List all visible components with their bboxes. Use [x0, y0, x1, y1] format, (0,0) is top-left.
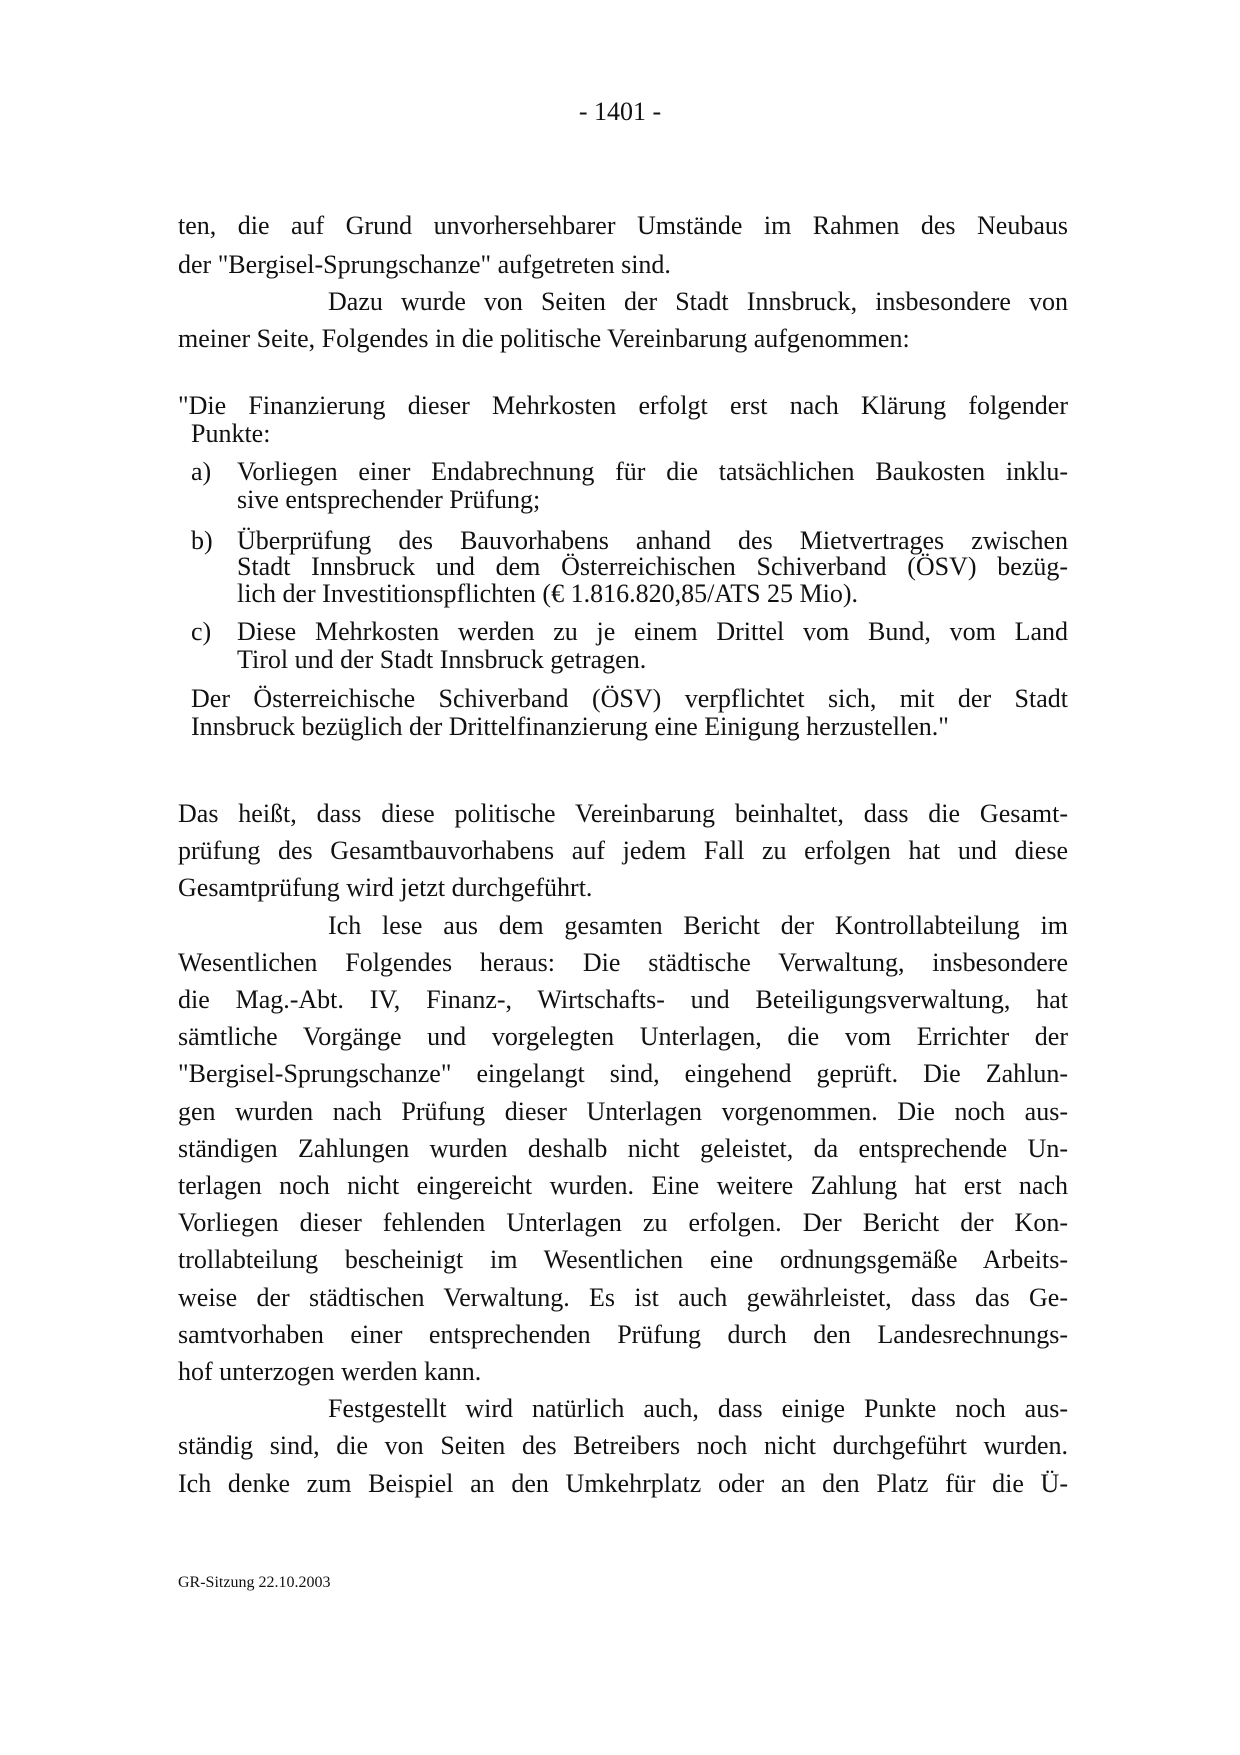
page-number: - 1401 - — [578, 97, 662, 126]
list-marker: b) — [191, 526, 213, 555]
text-line: ständigen Zahlungen wurden deshalb nicht geleistet, da entsprechende Un- — [178, 1134, 1068, 1163]
text-line: Dazu wurde von Seiten der Stadt Innsbruck, insbesondere von — [328, 287, 1068, 316]
text-line: gen wurden nach Prüfung dieser Unterlagen vorgenommen. Die noch aus- — [178, 1097, 1068, 1126]
quote-line: Überprüfung des Bauvorhabens anhand des Mietvertrages zwischen — [237, 526, 1068, 555]
text-line: Ich denke zum Beispiel an den Umkehrplatz oder an den Platz für die Ü- — [178, 1469, 1068, 1498]
text-line: ten, die auf Grund unvorhersehbarer Umstände im Rahmen des Neubaus — [178, 211, 1068, 240]
text-line: weise der städtischen Verwaltung. Es ist auch gewährleistet, dass das Ge- — [178, 1283, 1068, 1312]
text-line: "Bergisel-Sprungschanze" eingelangt sind, eingehend geprüft. Die Zahlun- — [178, 1059, 1068, 1088]
quote-line: Tirol und der Stadt Innsbruck getragen. — [237, 645, 647, 674]
text-line: der "Bergisel-Sprungschanze" aufgetreten sind. — [178, 250, 671, 279]
text-line: die Mag.-Abt. IV, Finanz-, Wirtschafts- und Beteiligungsverwaltung, hat — [178, 985, 1068, 1014]
text-line: Wesentlichen Folgendes heraus: Die städtische Verwaltung, insbesondere — [178, 948, 1068, 977]
quote-line: sive entsprechender Prüfung; — [237, 485, 541, 514]
text-line: trollabteilung bescheinigt im Wesentlichen eine ordnungsgemäße Arbeits- — [178, 1245, 1068, 1274]
list-marker: a) — [191, 457, 212, 486]
quote-line: Innsbruck bezüglich der Drittelfinanzierung eine Einigung herzustellen." — [191, 712, 949, 741]
text-line: Gesamtprüfung wird jetzt durchgeführt. — [178, 873, 593, 902]
quote-line: Vorliegen einer Endabrechnung für die tatsächlichen Baukosten inklu- — [237, 457, 1068, 486]
text-line: meiner Seite, Folgendes in die politische Vereinbarung aufgenommen: — [178, 324, 910, 353]
quote-line: Stadt Innsbruck und dem Österreichischen Schiverband (ÖSV) bezüg- — [237, 552, 1068, 581]
text-line: Vorliegen dieser fehlenden Unterlagen zu erfolgen. Der Bericht der Kon- — [178, 1208, 1068, 1237]
text-line: Festgestellt wird natürlich auch, dass einige Punkte noch aus- — [328, 1394, 1068, 1423]
footer-session-date: GR-Sitzung 22.10.2003 — [178, 1574, 331, 1591]
text-line: hof unterzogen werden kann. — [178, 1357, 482, 1386]
text-line: terlagen noch nicht eingereicht wurden. Eine weitere Zahlung hat erst nach — [178, 1171, 1068, 1200]
quote-line: Diese Mehrkosten werden zu je einem Drittel vom Bund, vom Land — [237, 617, 1068, 646]
quote-line: lich der Investitionspflichten (€ 1.816.820,85/ATS 25 Mio). — [237, 579, 859, 608]
quote-line: "Die Finanzierung dieser Mehrkosten erfolgt erst nach Klärung folgender — [178, 391, 1068, 420]
text-line: samtvorhaben einer entsprechenden Prüfung durch den Landesrechnungs- — [178, 1320, 1068, 1349]
text-line: Das heißt, dass diese politische Vereinbarung beinhaltet, dass die Gesamt- — [178, 799, 1068, 828]
quote-line: Der Österreichische Schiverband (ÖSV) verpflichtet sich, mit der Stadt — [191, 684, 1068, 713]
list-marker: c) — [191, 617, 212, 646]
quote-line: Punkte: — [191, 419, 271, 448]
text-line: ständig sind, die von Seiten des Betreibers noch nicht durchgeführt wurden. — [178, 1431, 1068, 1460]
text-line: sämtliche Vorgänge und vorgelegten Unterlagen, die vom Errichter der — [178, 1022, 1068, 1051]
text-line: Ich lese aus dem gesamten Bericht der Kontrollabteilung im — [328, 911, 1068, 940]
text-line: prüfung des Gesamtbauvorhabens auf jedem Fall zu erfolgen hat und diese — [178, 836, 1068, 865]
